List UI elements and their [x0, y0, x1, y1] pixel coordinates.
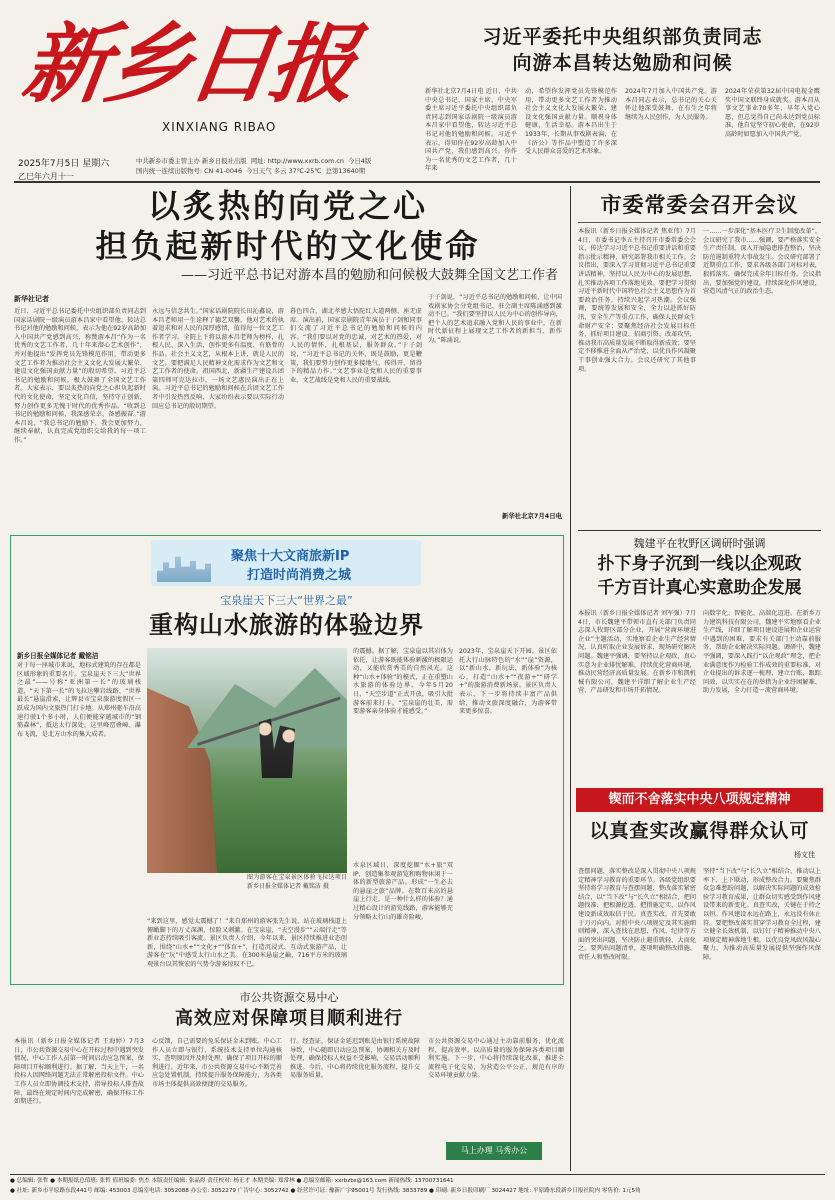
masthead-divider — [14, 181, 820, 183]
trading-badge: 马上办理 马秀办公 — [446, 1142, 542, 1160]
issue-date-text: 2025年7月5日 星期六 — [18, 159, 110, 169]
cn-code: 国内统一连续出版物号: CN 41-0046 — [136, 167, 243, 175]
guard-author: 杨文佳 — [794, 851, 815, 859]
serial-number: 总第13640期 — [325, 167, 366, 175]
top-story-title-2: 向游本昌转达勉励和问候 — [512, 52, 733, 74]
masthead-info — [136, 156, 408, 176]
wei-kicker: 魏建平在牧野区调研时强调 — [633, 537, 766, 550]
guard-banner: 锲而不舍落实中央八项规定精神 — [576, 788, 823, 812]
lead-col-1: 近日，习近平总书记委托中央组织部负责同志到国家话剧院一级演员游本昌家中看望他，转达总书记对他的勉励和问候，表示为他在92岁高龄加入中国共产党感到高兴，称赞游本昌“作为一名优秀的文艺工作者，几十年来潜心艺术创作”，并对他提出“发挥党员先锋模范作用，带动更多文艺工作者为推动社会主义文化大发展大繁荣、建设文化强国贡献力量”的殷切希望。习近平总书记的勉励和问候，极大鼓舞了全国文艺工作者。大家表示，要以炙热的向党之心担负起新时代的文化使命，坚定文化自信，坚持守正创新，努力创作更多无愧于时代的优秀作品。“收到总书记的勉励和问候，我深感荣幸、备感振奋。”游本昌说，“我总书记的勉励下，我会更加努力，继续奉献，认真完成党组织交给我的每一项工作。” — [14, 308, 146, 444]
guard-title: 以真查实改赢得群众认可 — [589, 820, 810, 842]
footer-line-1: ● 总编辑: 张哲 ● 本期报纸总值班: 张哲 值班编委: 焦杰 本版责任编辑: 张晶煜 责任校对: 杨正才 本期美编: 郑常林 ● 总编室邮箱: xxrbzbs@163.com 新闻热线: 13700731641 — [10, 1178, 454, 1184]
wei-story — [578, 536, 821, 786]
city-skyline-icon — [157, 554, 217, 582]
cliff-shape — [147, 688, 217, 873]
masthead — [14, 10, 409, 181]
top-story-col-1: 新华社北京7月4日电 近日，中共中央总书记、国家主席、中央军委主席习近平委托中央组织部负责同志到国家话剧院一级演员游本昌家中看望他，转达习近平总书记对他的勉励和问候。习近平表示，得知你在92岁高龄加入中国共产党，我们感到高兴。你作为一名优秀的文艺工作者，几十年来 — [425, 88, 517, 173]
issue-date — [18, 156, 133, 182]
weather: 今日天气 多云 37℃-25℃ — [246, 167, 322, 175]
trading-col-2: 心反馈，自己需要的免采保证金未到账。中心工作人员立即与银行、系统技术支持单位沟通核实，查明原因并及时处理，确保了项目开标的顺利进行。近年来，市公共资源交易中心不断完善应急处置机制，持续提升服务保障能力，为各类市场主体提供高效便捷的交易服务。 — [152, 1038, 282, 1088]
newspaper-logo: 新乡日报 — [16, 14, 360, 115]
trading-story — [14, 990, 564, 1170]
lead-title-2: 担负起新时代的文化使命 — [95, 227, 481, 265]
lead-col-2: 永远与信念共生。”国家话剧院院长田沁鑫说，游本昌老师用一生诠释了德艺双馨，他对艺术的执着追求和对人民的深厚感情，值得每一位文艺工作者学习。全院上下将以游本昌老师为榜样，扎根人民、深入生活，创作更多有温度、有筋骨的作品。社会主义文艺，从根本上讲，就是人民的文艺。要把满足人民精神文化需求作为文艺和文艺工作者的使命。祖国西北，新疆生产建设兵团第四师可克达拉市，一场文艺惠民演出正在上演。习近平总书记的勉励和问候在兵团文艺工作者中引发热烈反响，大家纷纷表示要以实际行动回应总书记的殷切期望。 — [152, 308, 284, 410]
feature-col-3: 水泉区域日，深度挖掘“水+旅”双IP，创造集参观游览和购物休闲于一体的新型旅游产品。形成“一生必去的悬崖之旅”品牌。在数百米高的悬崖上行走，是一种什么样的体验？通过精心设计的游览线路，游客能够充分领略太行山的雄奇险峻。 — [353, 862, 453, 921]
meeting-title: 市委常委会召开会议 — [578, 188, 821, 223]
footer-rule — [10, 1174, 825, 1175]
meeting-divider — [578, 530, 821, 531]
vertical-divider — [570, 186, 571, 1171]
lead-story — [14, 186, 562, 528]
lead-dateline: 新华社北京7月4日电 — [501, 512, 562, 520]
guard-col-1: 查摆问题，落实整改是深入贯彻中央八项规定精神学习教育的重要环节。各级党组织要坚持将学习教育与查摆问题、整改落实紧密结合，以“当下改”与“长久立”相结合，把问题找准、把根源挖透、把措施定实，以作风建设新成效取信于民。真查实改，首先要敢于刀刃向内。对照中央八项规定及其实施细则精神，深入查找在思想、作风、纪律等方面的突出问题，坚决防止避重就轻、大而化之。要列出问题清单，逐项明确整改措施、责任人和整改时限。 — [578, 868, 697, 961]
lead-col-3: 暮色四合，湖北孝感大悟陀红大道两侧，座无虚席。演出前，国家京剧院青年演员于子剑和同事们交流了习近平总书记的勉励和问候的内容。“我们要以对党的忠诚，对艺术的热爱，对人民的情怀，扎根基层，服务群众。”于子剑说，“习近平总书记的关怀，既是鼓励，更是鞭策，我们要努力创作更多接地气、传得开、留得下的精品力作。”文艺事业是党和人民的重要事业，文艺战线是党和人民的重要战线。 — [290, 308, 422, 384]
guard-col-2: 坚持“当下改”与“长久立”相结合，推动以上率下、上下联动，形成整改合力。要聚焦群众急难愁盼问题，以解决实际问题的成效检验学习教育成果，让群众切实感受到作风建设带来的新变化。真查实改，关键在于持之以恒。作风建设永远在路上，永远没有休止符。要把整改落实贯穿学习教育全过程，建立健全长效机制，以钉钉子精神推动中央八项规定精神落地生根，以优良党风政风凝心聚力，为推动高质量发展提供坚强作风保障。 — [703, 868, 822, 961]
wei-col-1: 本报讯（新乡日报全媒体记者 刘军强）7月4日，市长魏建平带领市直有关部门负责同志深入牧野区部分企业，开展“营商环境进企业”主题活动，实地察看企业生产经营情况，认真听取企业发展诉求，现场研究解决问题。魏建平强调，要坚持以企观政，真心实意为企业排忧解难，持续优化营商环境，推动民营经济高质量发展。在新乡市和凯机械有限公司，魏建平详细了解企业生产经营、产品研发和市场开拓情况。 — [578, 610, 696, 695]
feature-col-2: “来到这里，感觉太震撼了！”来自郑州的游客张先生说，站在玻璃栈道上俯瞰脚下的万丈深渊，惊险又刺激。在宝泉崖，“天空漫步”“云端行走”等新业态持续吸引客流。景区负责人介绍，今年以来，景区持续推进业态创新，围绕“山水+”“文化+”“体育+”，打造沉浸式、互动式旅游产品，让游客在“玩”中感受太行山水之美。在300米悬崖之巅，716平方米的玻璃观景台以其恢宏的气势令游客惊叹不已。 — [147, 918, 347, 968]
top-story-col-4: 2024年荣获第32届中国电视金鹰奖中国文联终身成就奖。游本昌从事文艺事业70多年，早年入党心愿，但总觉得自己尚未达到党员标准，他自觉坚守初心使命，在92岁高龄时如愿加入中国共产党。 — [725, 88, 820, 138]
feature-banner — [151, 540, 421, 586]
meeting-col-2: 一……一步深化“基本医疗卫生制度改革”。会议研究了我市……强调，要严格落实安全生产责任制，深入开展隐患排查整治，坚决防范遏制重特大事故发生。会议研究部署了近期重点工作，要求各级各部门对标对表，狠抓落实，确保完成全年目标任务。会议指出，要加强党的建设，持续深化作风建设，营造风清气正的政治生态。 — [703, 228, 821, 296]
lead-title-1: 以炙热的向党之心 — [147, 187, 428, 225]
lead-subtitle: ——习近平总书记对游本昌的勉励和问候极大鼓舞全国文艺工作者 — [180, 268, 558, 283]
feature-section — [10, 535, 564, 985]
lead-col-4: 于子剑说，“习近平总书记的勉励和问候，让中国戏剧家协会分党组书记、驻会副主席陈涌感到激动不已。“我们要坚持以人民为中心的创作导向，把个人的艺术追求融入党和人民的事业中，在新时代新征程上展现文艺工作者的新担当、新作为。”陈涌说。 — [428, 294, 562, 344]
lead-byline: 新华社记者 — [14, 295, 49, 303]
feature-caption: 图为游客在宝泉景区体验飞拉达项目 新乡日报全媒体记者 戴铭洁 摄 — [247, 874, 347, 890]
publisher: 中共新乡市委主管主办 新乡日报社出版 — [136, 157, 247, 165]
lunar-date: 乙巳年六月十一 — [18, 172, 74, 181]
top-story — [425, 24, 820, 174]
meeting-story — [578, 188, 821, 528]
feature-col-4: 的震撼。据了解，宝泉崖以其岩体为依托，让游客既能体验刺激的极限运动，又能欣赏秀美的自然风光。这种“山水+体验”的模式，正在重塑山水旅游的体验边界。今年5月20日，“天空步道”正式开放，吸引大批游客前来打卡。“宝泉崖的壮美，需要游客亲身体验才能感受。” — [353, 648, 453, 716]
feature-col-1: 对于每一座城市来说，地标式建筑的存在都是区域形象的重要名片。宝泉崖天下三大“世界之最”——号称“亚洲第一长”的玻璃栈道、“天下第一长”的飞拉达攀岩线路、“世界最长”悬崖滑索，让辉县市宝泉旅游度假区一跃成为国内文旅热门打卡地。从郑州驱车沿高速行驶1个多小时，人们便能穿越城市的“钢筋森林”，抵达太行深处。这里峰峦叠嶂、瀑布飞流，是北方山水的集大成者。 — [17, 662, 141, 738]
feature-byline: 新乡日报全媒体记者 戴铭洁 — [17, 652, 99, 660]
logo-pinyin: XINXIANG RIBAO — [162, 120, 277, 134]
wei-col-2: 向数字化、智能化、高端化迈进。在新乡万力建筑科技有限公司，魏建平实地察看企业生产线，详细了解项目建设进展和企业运营中遇到的困难，要求有关部门主动靠前服务，帮助企业解决实际问题。调研中，魏建平强调，要深入践行“以企观政”理念，把企业满意度作为检验工作成效的重要标准，对企业提出的诉求逐一梳理、建立台账、跟踪问效，以实实在在的举措为企业纾困解难、助力发展，全力打造一流营商环境。 — [703, 610, 821, 695]
trading-kicker: 市公共资源交易中心 — [239, 991, 339, 1004]
feature-title: 重构山水旅游的体验边界 — [149, 610, 424, 639]
footer — [10, 1176, 825, 1198]
trading-title: 高效应对保障项目顺利进行 — [175, 1008, 403, 1029]
top-story-col-3: 2024年7月加入中国共产党。游本昌同志表示，总书记的关心关怀让他深受鼓舞，在有生之年将继续为人民创作、为人民服务。 — [625, 88, 717, 121]
feature-kicker: 宝泉崖天下三大“世界之最” — [220, 594, 353, 607]
footer-line-2: ● 社址: 新乡市平原路东段441号 邮编: 453003 总编室电话: 3052088 办公室: 3052279 广告中心: 3052742 ● 经营许可证: 豫新广字95001号 发行热线: 3833789 ● 印刷: 新乡日报印刷厂 3024427 地址: 平原路东段新乡日报社院内 零售价: 1元5角 — [10, 1188, 641, 1194]
guard-story — [576, 788, 823, 1171]
feature-banner-line-2: 打造时尚消费之城 — [247, 568, 352, 583]
wei-title-1: 扑下身子沉到一线以企观政 — [597, 554, 802, 574]
website: 网址: http://www.xxrb.com.cn — [250, 157, 344, 165]
trading-col-1: 本报讯（新乡日报全媒体记者 王海婷）7月3日，市公共资源交易中心在开标过程中遇到突发情况，中心工作人员第一时间启动应急预案，保障项目开标顺利进行。据了解，当天上午，一名投标人因网络问题无法正常解密投标文件。中心工作人员立即协调技术支持，指导投标人排查故障，最终在规定时间内完成解密，确保开标工作如期进行。 — [14, 1038, 144, 1106]
trading-col-3: 行。经查证，保证金延迟到账是由银行系统故障导致，中心随即启动应急预案，协调相关方及时处理，确保投标人权益不受影响，交易活动顺利推进。今后，中心将持续优化服务流程，提升交易服务质量。 — [290, 1038, 420, 1080]
feature-col-5: 2023年，宝泉崖天下开园，景区依托大行山脉特色的“水”“崖”资源，以“新山水、新玩法、新体验”为核心，打造“山水+”“夜游+”“研学+”的旅游消费新场景。景区负责人表示，下一步将持续丰富产品供给，推动文旅深度融合，为游客带来更多惊喜。 — [459, 648, 557, 716]
top-story-col-2: 动，希望你发挥党员先锋模范作用，带动更多文艺工作者为推动社会主义文化大发展大繁荣、建设文化强国贡献力量。顺祝身体健康，生活幸福。游本昌出生于1933年，长期从事戏剧表演，在《济公》等作品中塑造了许多深受人民群众喜爱的艺术形象。 — [525, 88, 617, 156]
feature-photo — [147, 648, 347, 873]
feature-banner-line-1: 聚焦十大文商旅新IP — [231, 549, 350, 564]
issue-pages: 今日4版 — [348, 157, 372, 165]
wei-title-2: 千方百计真心实意助企发展 — [597, 578, 802, 598]
meeting-col-1: 本报讯（新乡日报全媒体记者 焦亚伟）7月4日，市委书记李五主持召开市委常委会会议，传达学习习近平总书记重要讲话和重要指示批示精神，研究部署我市相关工作。会议指出，要深入学习贯彻习近平总书记重要讲话精神，坚持以人民为中心的发展思想，扎实推动各项工作落地见效。要把学习贯彻习近平新时代中国特色社会主义思想作为首要政治任务，持续兴起学习热潮。会议强调，要统筹发展和安全，全力以赴抓好防汛、安全生产等重点工作，确保人民群众生命财产安全；要聚焦经济社会发展目标任务，抓好项目建设、招商引资、改革攻坚，推动我市高质量发展不断取得新成效；要坚定不移推进全面从严治党，以优良作风凝聚干事创业强大合力。会议还研究了其他事项。 — [578, 228, 696, 373]
top-story-title-1: 习近平委托中央组织部负责同志 — [482, 26, 763, 48]
trading-col-4: 市公共资源交易中心通过主动靠前服务，优化流程，提高效率，以高质量的服务保障各类项目顺利实施。下一步，中心将持续深化改革，推进全流程电子化交易，为营造公平公正、规范有序的交易环境贡献力量。 — [428, 1038, 564, 1080]
